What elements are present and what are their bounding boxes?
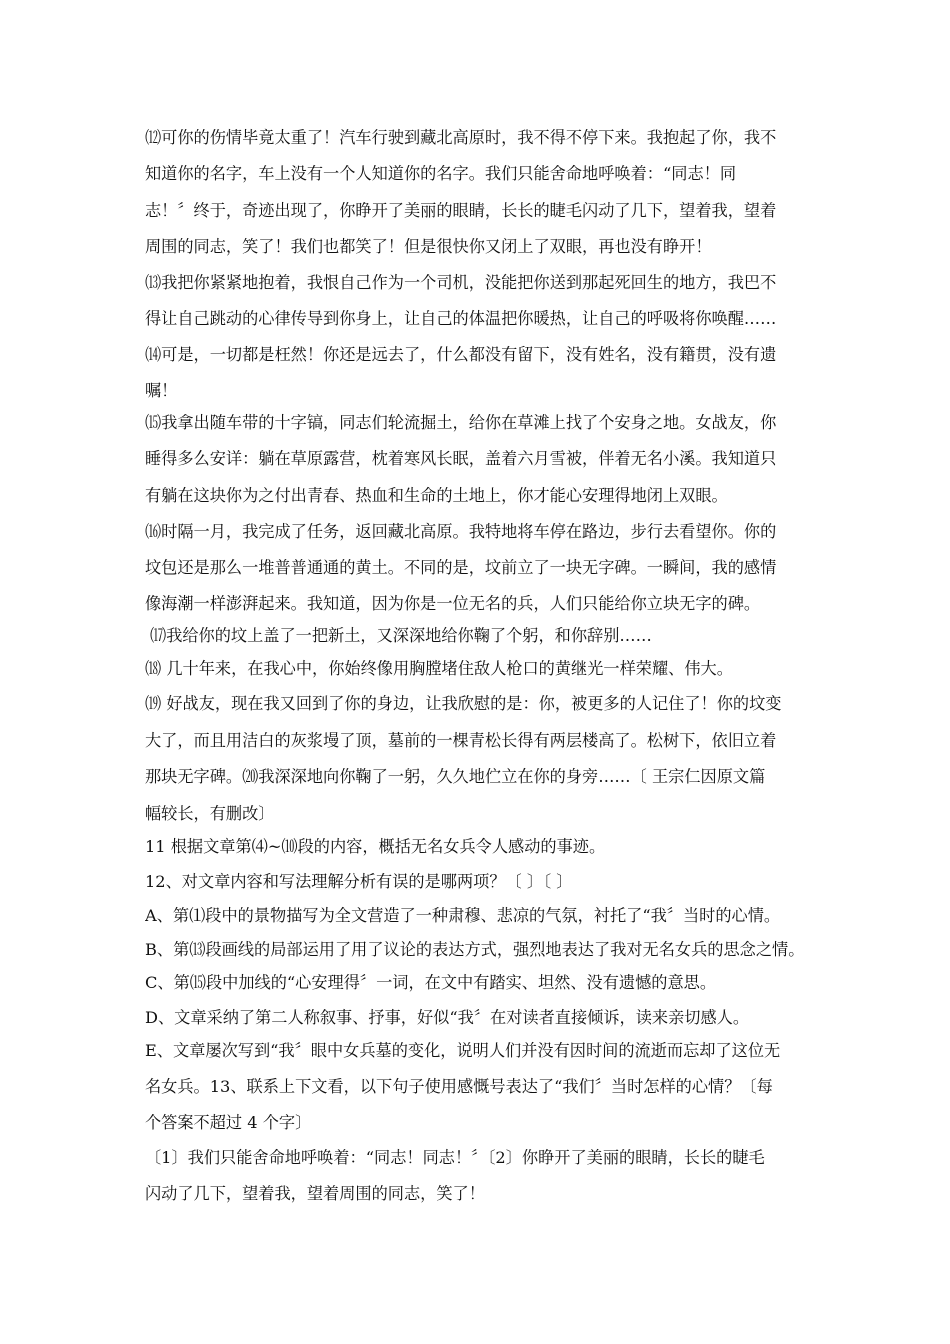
text-line: ⒀我把你紧紧地抱着，我恨自己作为一个司机，没能把你送到那起死回生的地方，我巴不 [145,273,777,292]
text-line: ⒃时隔一月，我完成了任务，返回藏北高原。我特地将车停在路边，步行去看望你。你的 [145,522,777,541]
text-line: ⑿可你的伤情毕竟太重了！汽车行驶到藏北高原时，我不得不停下来。我抱起了你，我不 [145,128,777,147]
text-line: 周围的同志，笑了！我们也都笑了！但是很快你又闭上了双眼，再也没有睁开！ [145,237,712,256]
text-line: 〔1〕我们只能舍命地呼唤着：“同志！同志！〞〔2〕你睁开了美丽的眼睛，长长的睫毛 [145,1148,765,1167]
text-line: 得让自己跳动的心律传导到你身上，让自己的体温把你暖热，让自己的呼吸将你唤醒…… [145,309,777,328]
question-11: 11 根据文章第⑷~⑽段的内容，概括无名女兵令人感动的事迹。 [145,837,606,856]
text-line: 志！〞终于，奇迹出现了，你睁开了美丽的眼睛，长长的睫毛闪动了几下，望着我，望着 [145,201,777,220]
option-d: D、文章采纳了第二人称叙事、抒事，好似“我〞在对读者直接倾诉，读来亲切感人。 [145,1008,750,1027]
text-line: 坟包还是那么一堆普普通通的黄土。不同的是，坟前立了一块无字碑。一瞬间，我的感情 [145,558,777,577]
option-c: C、第⒂段中加线的“心安理得〞一词，在文中有踏实、坦然、没有遗憾的意思。 [145,973,717,992]
option-e: E、文章屡次写到“我〞眼中女兵墓的变化，说明人们并没有因时间的流逝而忘却了这位无 [145,1041,781,1060]
text-line: ⒄我给你的坟上盖了一把新土，又深深地给你鞠了个躬，和你辞别…… [150,626,652,645]
text-line: 有躺在这块你为之付出青春、热血和生命的土地上，你才能心安理得地闭上双眼。 [145,486,728,505]
text-line: 幅较长，有删改〕 [145,804,275,823]
text-line: 个答案不超过 4 个字〕 [145,1113,312,1132]
text-line: 睡得多么安详：躺在草原露营，枕着寒风长眠，盖着六月雪被，伴着无名小溪。我知道只 [145,449,777,468]
question-12: 12、对文章内容和写法理解分析有误的是哪两项？〔 〕〔 〕 [145,872,573,891]
option-b: B、第⒀段画线的局部运用了用了议论的表达方式，强烈地表达了我对无名女兵的思念之情。 [145,940,805,959]
text-line: 嘱！ [145,381,178,400]
text-line: 像海潮一样澎湃起来。我知道，因为你是一位无名的兵，人们只能给你立块无字的碑。 [145,594,761,613]
text-line: 那块无字碑。⒇我深深地向你鞠了一躬，久久地伫立在你的身旁……〔 王宗仁因原文篇 [145,767,766,786]
question-13: 名女兵。13、联系上下文看，以下句子使用感慨号表达了“我们〞当时怎样的心情？〔每 [145,1077,773,1096]
text-line: 闪动了几下，望着我，望着周围的同志，笑了！ [145,1184,485,1203]
text-line: ⒅ 几十年来，在我心中，你始终像用胸膛堵住敌人枪口的黄继光一样荣耀、伟大。 [145,659,733,678]
text-line: ⒆ 好战友，现在我又回到了你的身边，让我欣慰的是：你，被更多的人记住了！你的坟变 [145,694,782,713]
text-line: 大了，而且用洁白的灰浆墁了顶，墓前的一棵青松长得有两层楼高了。松树下，依旧立着 [145,731,777,750]
text-line: ⒁可是，一切都是枉然！你还是远去了，什么都没有留下，没有姓名，没有籍贯，没有遗 [145,345,777,364]
text-line: ⒂我拿出随车带的十字镐，同志们轮流掘土，给你在草滩上找了个安身之地。女战友，你 [145,413,777,432]
option-a: A、第⑴段中的景物描写为全文营造了一种肃穆、悲凉的气氛，衬托了“我〞当时的心情。 [145,906,781,925]
text-line: 知道你的名字，车上没有一个人知道你的名字。我们只能舍命地呼唤着：“同志！同 [145,164,737,183]
